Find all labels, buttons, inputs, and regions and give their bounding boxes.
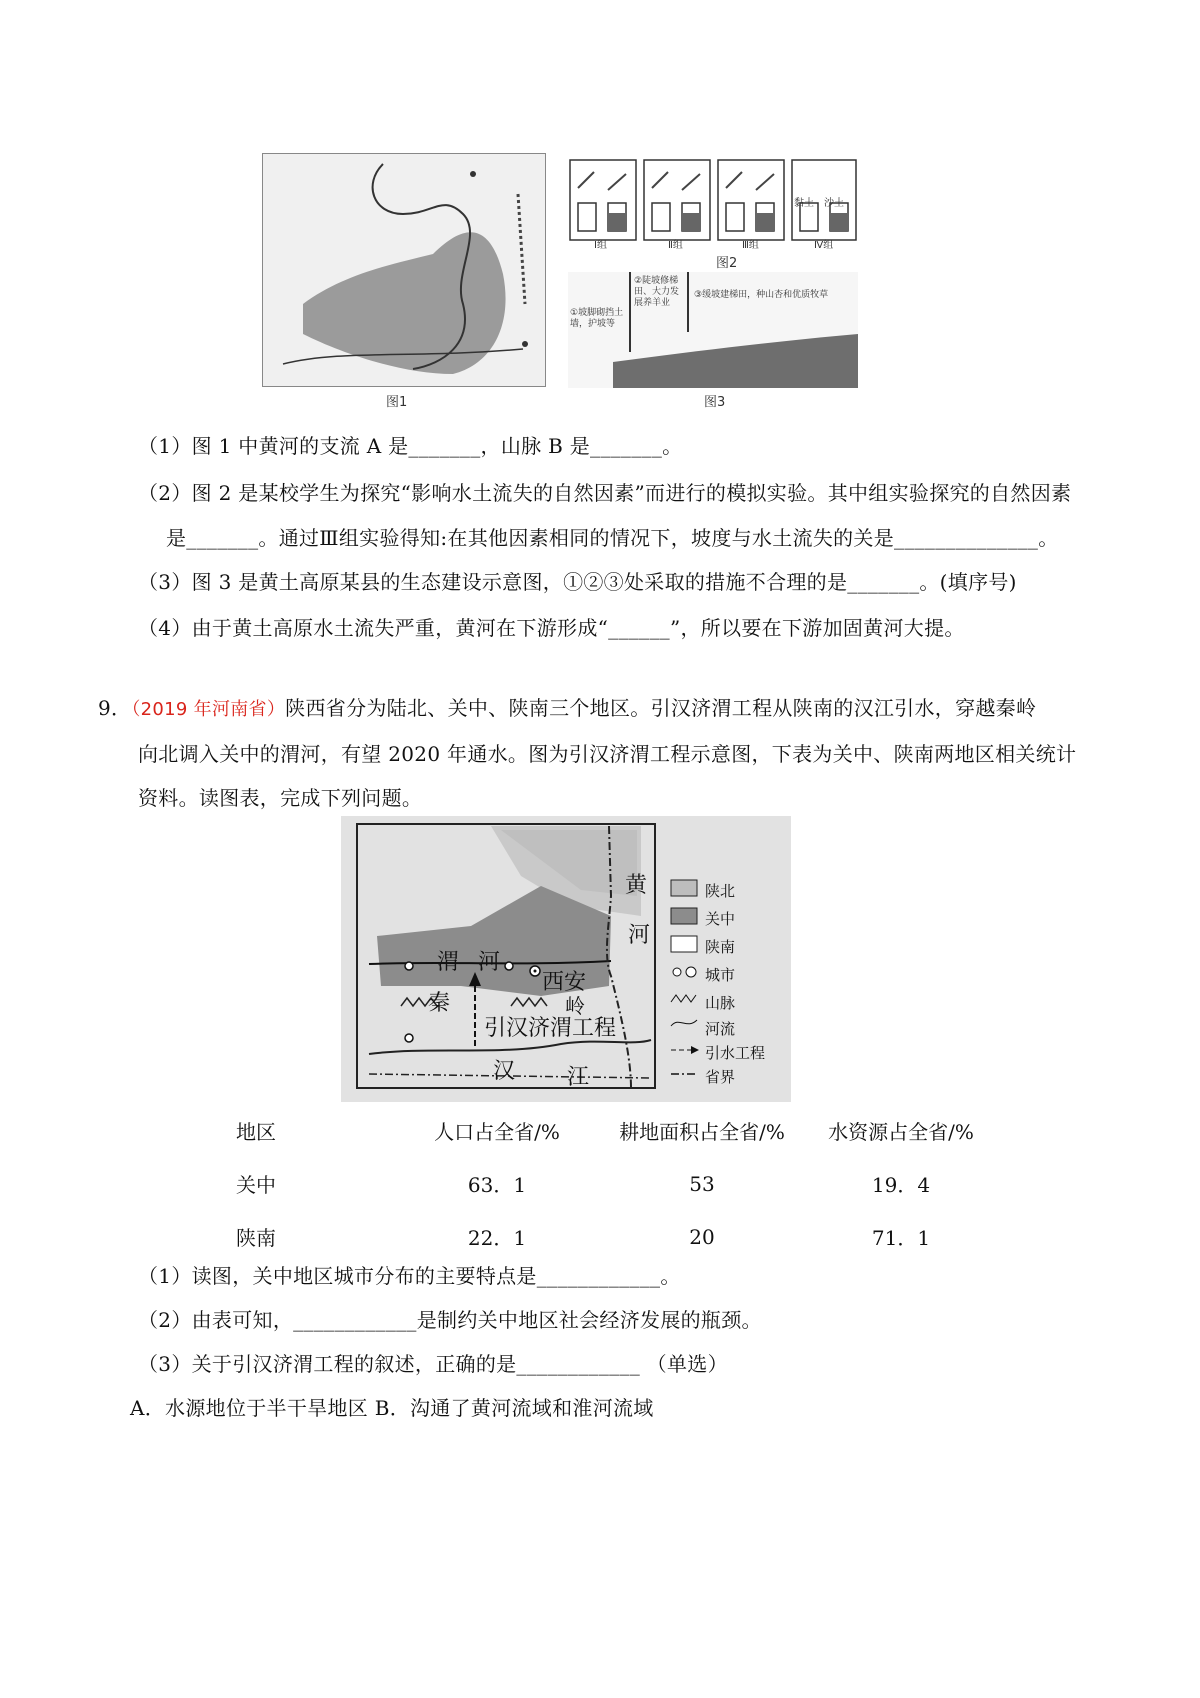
loess-plateau-map-graphic [263,154,545,386]
figure-3-note-2: ②陡坡修梯田、大力发展养羊业 [634,276,680,308]
figure-2-group-1-label: Ⅰ组 [594,240,607,251]
legend-city: 城市 [705,966,736,984]
q9-number: 9． [98,696,132,720]
map-label-huang: 黄 [625,873,648,898]
table-header: 耕地面积占全省/% [619,1120,785,1144]
map-label-jiang: 江 [567,1065,590,1090]
table-cell: 71．1 [871,1226,931,1250]
figure-2-experiments [568,158,858,248]
map-label-han: 汉 [493,1059,516,1084]
map-label-he-yellow: 河 [628,923,651,948]
table-cell: 63．1 [467,1173,527,1197]
q8-part-4: （4）由于黄土高原水土流失严重，黄河在下游形成“______”，所以要在下游加固黄河大提。 [138,616,965,640]
table-cell: 22．1 [467,1226,527,1250]
q9-intro-line-2: 向北调入关中的渭河，有望 2020 年通水。图为引汉济渭工程示意图，下表为关中、陕南两地区相关统计 [138,742,1077,766]
q8-part-2-line-2: 是_______。通过Ⅲ组实验得知:在其他因素相同的情况下，坡度与水土流失的关是______________。 [166,526,1059,550]
table-cell: 53 [689,1171,715,1196]
map-label-he-wei: 河 [478,950,501,975]
legend-water-project: 引水工程 [705,1044,766,1062]
legend-shannan: 陕南 [705,938,736,956]
table-header: 水资源占全省/% [828,1120,974,1144]
figure-3-note-1: ①坡脚砌挡土墙，护坡等 [570,308,624,329]
table-cell: 陕南 [236,1226,276,1250]
figure-3-caption: 图3 [704,395,726,410]
legend-province-border: 省界 [705,1068,736,1086]
q9-intro-line-3: 资料。读图表，完成下列问题。 [138,786,423,810]
q9-intro-line-1 [98,694,1036,724]
figure-2-soil-label-clay: 黏土 [794,198,814,209]
experiment-boxes-graphic [568,158,858,248]
q9-option-a-b: A．水源地位于半干旱地区 B．沟通了黄河流域和淮河流域 [130,1396,654,1420]
figure-3-note-3: ③缓坡建梯田，种山杏和优质牧草 [694,290,829,300]
table-cell: 20 [689,1224,715,1249]
figure-2-soil-label-sand: 沙土 [824,198,844,209]
legend-guanzhong: 关中 [705,910,736,928]
q9-part-1: （1）读图，关中地区城市分布的主要特点是____________。 [138,1264,681,1288]
legend-mountain: 山脉 [705,994,736,1012]
q8-part-3: （3）图 3 是黄土高原某县的生态建设示意图，①②③处采取的措施不合理的是_______。(填序号) [138,570,1017,594]
q9-source-tag: （2019 年河南省） [131,699,286,720]
legend-river: 河流 [705,1020,736,1038]
map-label-ling: 岭 [565,994,585,1018]
table-header-row [236,1104,996,1157]
table-header: 地区 [236,1120,276,1144]
legend-shanbei: 陕北 [705,882,736,900]
statistics-table [236,1104,996,1263]
table-row [236,1157,996,1210]
figure-2-group-2-label: Ⅱ组 [668,240,683,251]
map-label-wei: 渭 [437,950,460,975]
figure-2-caption: 图2 [716,256,738,271]
map-label-xian: 西安 [542,970,587,995]
figure-1-caption: 图1 [386,395,408,410]
table-cell: 关中 [236,1173,276,1197]
q8-part-2-line-1: （2）图 2 是某校学生为探究“影响水土流失的自然因素”而进行的模拟实验。其中组实验探究的自然因素 [138,481,1072,505]
figure-1-map [262,153,546,387]
q9-part-3: （3）关于引汉济渭工程的叙述，正确的是____________ （单选） [138,1352,728,1376]
figure-2-group-3-label: Ⅲ组 [742,240,759,251]
map-label-qin: 秦 [428,991,451,1016]
table-header: 人口占全省/% [434,1120,560,1144]
q9-part-2: （2）由表可知，____________是制约关中地区社会经济发展的瓶颈。 [138,1308,762,1332]
q9-intro-text: 陕西省分为陆北、关中、陕南三个地区。引汉济渭工程从陕南的汉江引水，穿越秦岭 [285,696,1037,720]
figure-2-group-4-label: Ⅳ组 [814,240,834,251]
table-cell: 19．4 [871,1173,931,1197]
map-label-project: 引汉济渭工程 [484,1016,617,1041]
q8-part-1: （1）图 1 中黄河的支流 A 是_______，山脉 B 是_______。 [138,434,683,458]
table-row [236,1210,996,1263]
